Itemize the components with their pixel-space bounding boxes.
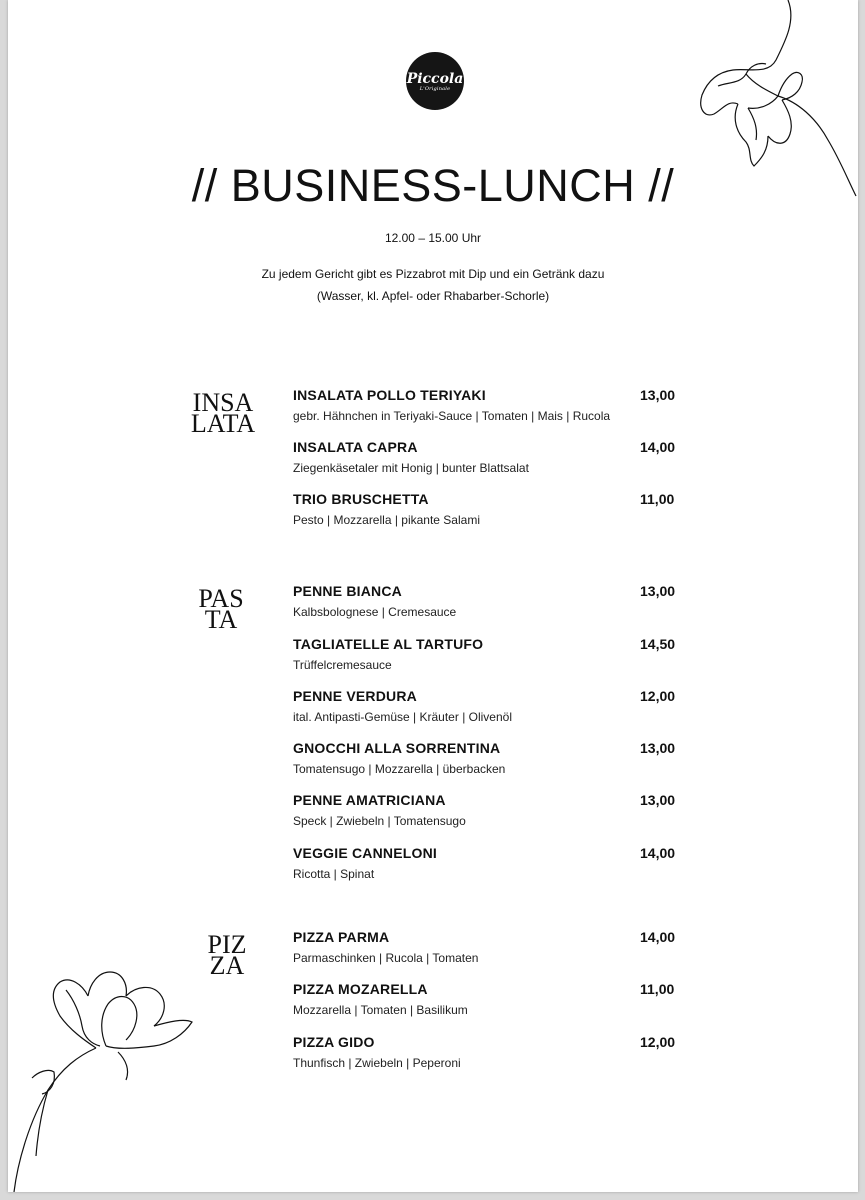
item-name: INSALATA CAPRA (293, 439, 418, 455)
menu-page (8, 0, 858, 1192)
item-name: TRIO BRUSCHETTA (293, 491, 429, 507)
item-description: Thunfisch | Zwiebeln | Peperoni (293, 1056, 461, 1070)
item-name: TAGLIATELLE AL TARTUFO (293, 636, 484, 652)
item-name: PENNE AMATRICIANA (293, 792, 446, 808)
section-label-pasta (176, 584, 266, 634)
item-description: Pesto | Mozzarella | pikante Salami (293, 513, 480, 527)
item-description: ital. Antipasti-Gemüse | Kräuter | Olivenöl (293, 710, 512, 724)
section-label-top: PAS (198, 584, 244, 613)
section-label-top: PIZ (207, 930, 247, 959)
item-description: gebr. Hähnchen in Teriyaki-Sauce | Tomaten | Mais | Rucola (293, 409, 611, 423)
logo-subtitle: L'Originale (419, 86, 451, 92)
section-label-top: INSA (192, 388, 254, 417)
menu-title: // BUSINESS-LUNCH // (191, 160, 675, 211)
item-description: Ricotta | Spinat (293, 867, 375, 881)
included-info-line: Zu jedem Gericht gibt es Pizzabrot mit Dip und ein Getränk dazu (261, 267, 605, 281)
item-description: Kalbsbolognese | Cremesauce (293, 605, 457, 619)
item-name: GNOCCHI ALLA SORRENTINA (293, 740, 501, 756)
section-label-bottom: LATA (190, 409, 256, 438)
item-description: Speck | Zwiebeln | Tomatensugo (293, 814, 466, 828)
item-price: 14,00 (640, 439, 676, 455)
item-price: 13,00 (640, 792, 676, 808)
section-label-insalata (178, 388, 268, 438)
item-price: 14,00 (640, 929, 676, 945)
item-name: PIZZA GIDO (293, 1034, 375, 1050)
item-name: PIZZA PARMA (293, 929, 390, 945)
section-label-pizza (182, 930, 272, 980)
item-price: 12,00 (640, 688, 676, 704)
section-label-bottom: ZA (209, 951, 245, 980)
restaurant-logo (406, 52, 464, 110)
item-description: Trüffelcremesauce (293, 658, 392, 672)
item-description: Ziegenkäsetaler mit Honig | bunter Blattsalat (293, 461, 529, 475)
item-price: 13,00 (640, 740, 676, 756)
logo-brand-text: Piccola (406, 71, 464, 87)
item-description: Parmaschinken | Rucola | Tomaten (293, 951, 479, 965)
flower-line-art-bottom-left (8, 960, 208, 1192)
item-price: 11,00 (640, 491, 675, 507)
item-price: 14,50 (640, 636, 676, 652)
section-label-bottom: TA (204, 605, 238, 634)
item-price: 13,00 (640, 387, 676, 403)
item-price: 12,00 (640, 1034, 676, 1050)
item-name: INSALATA POLLO TERIYAKI (293, 387, 486, 403)
item-name: PENNE VERDURA (293, 688, 417, 704)
lunch-hours: 12.00 – 15.00 Uhr (384, 231, 482, 245)
item-name: PENNE BIANCA (293, 583, 402, 599)
item-price: 13,00 (640, 583, 676, 599)
item-name: PIZZA MOZARELLA (293, 981, 428, 997)
item-description: Tomatensugo | Mozzarella | überbacken (293, 762, 506, 776)
item-description: Mozzarella | Tomaten | Basilikum (293, 1003, 468, 1017)
item-price: 14,00 (640, 845, 676, 861)
item-name: VEGGIE CANNELONI (293, 845, 437, 861)
item-price: 11,00 (640, 981, 675, 997)
drink-options-line: (Wasser, kl. Apfel- oder Rhabarber-Schorle) (316, 289, 550, 303)
